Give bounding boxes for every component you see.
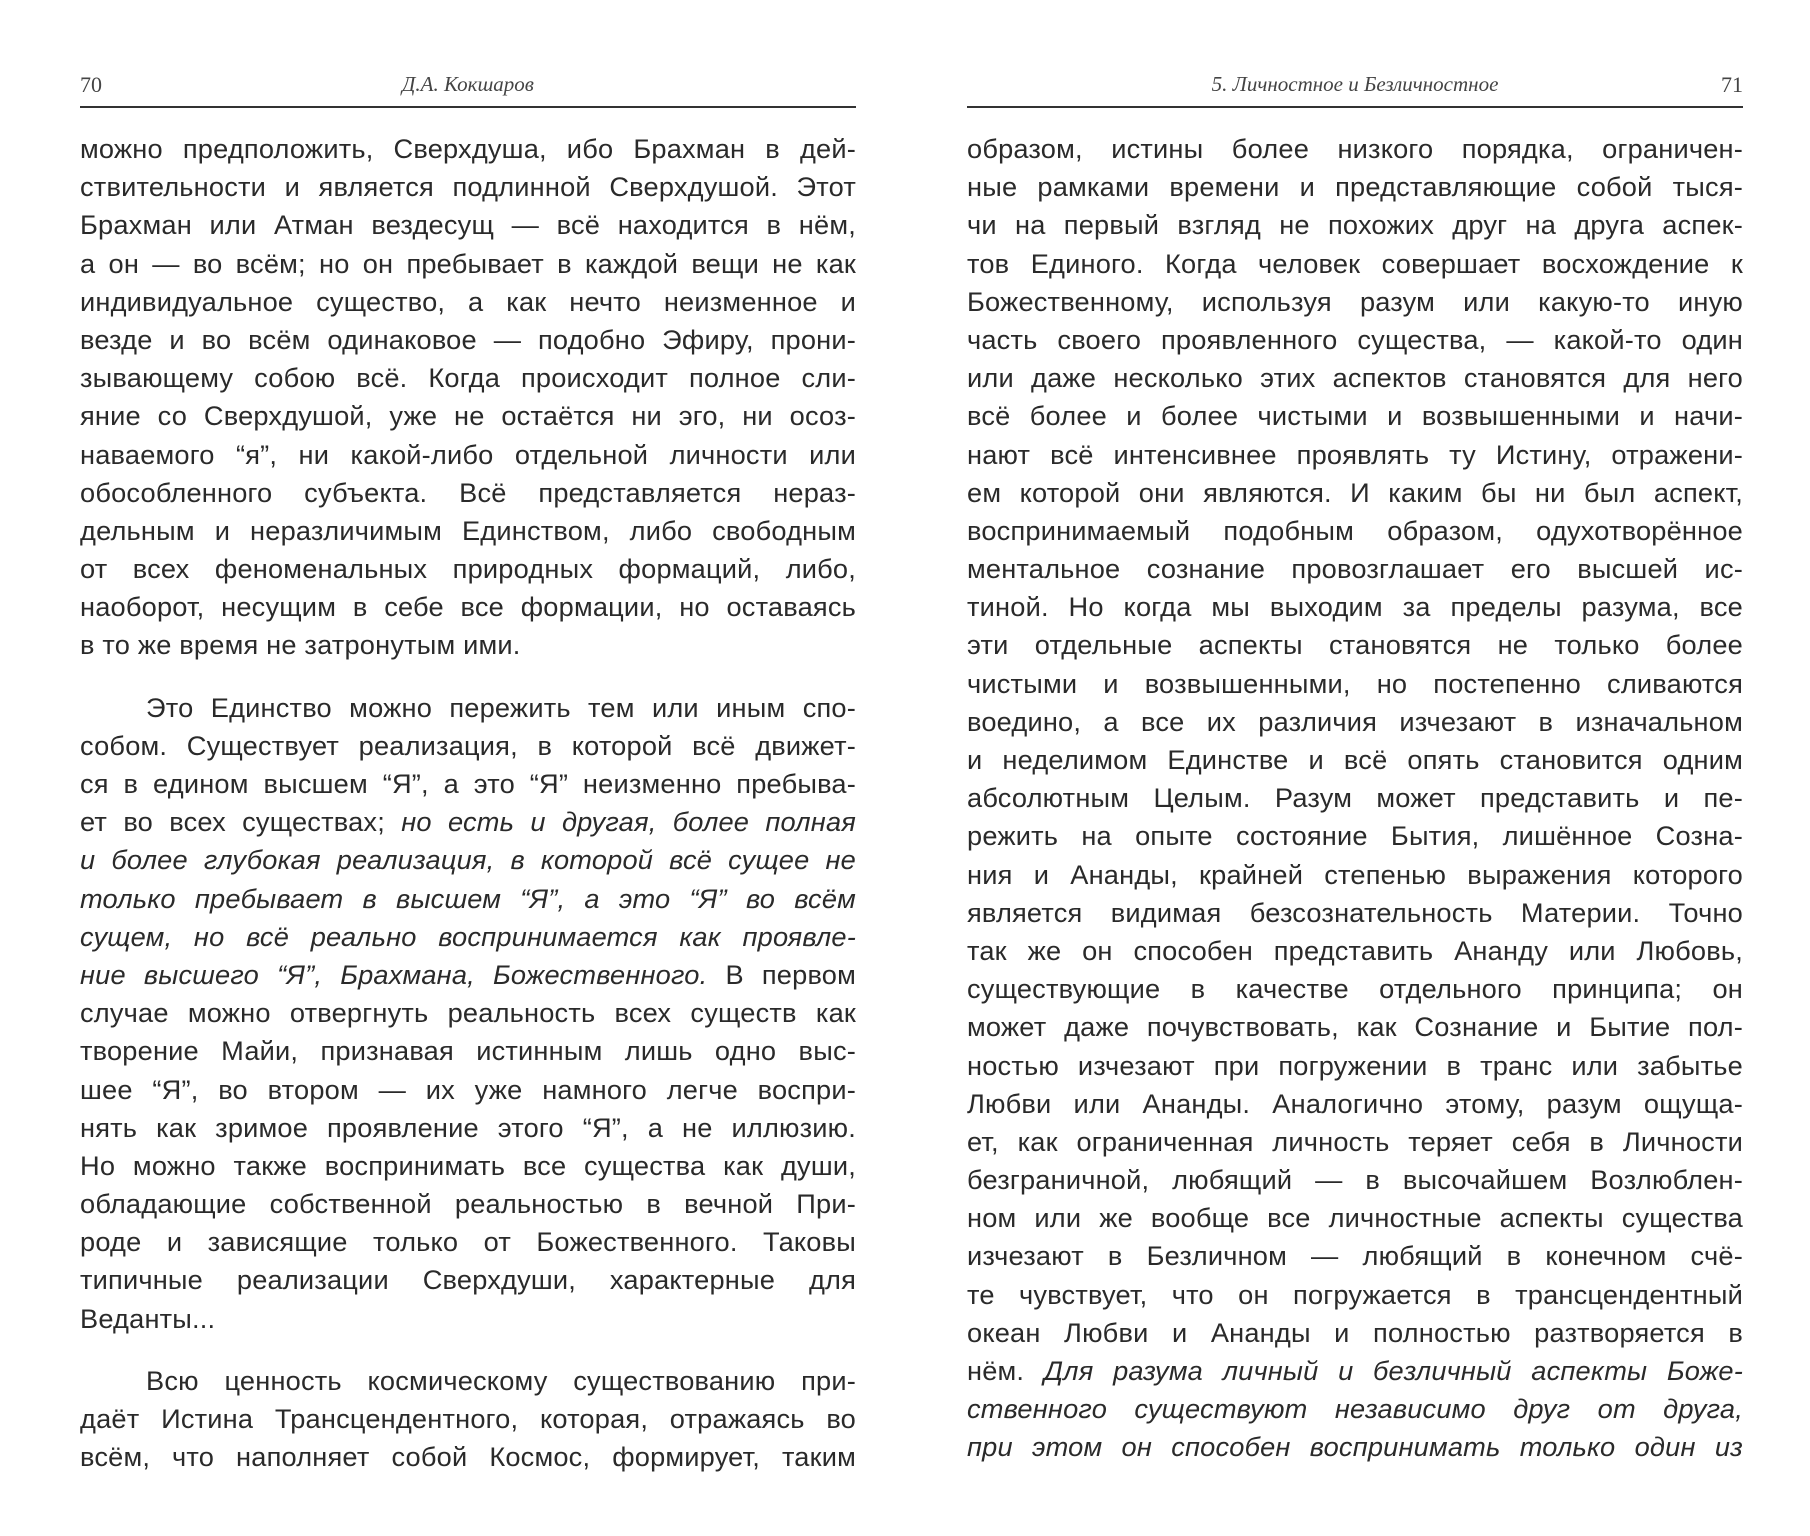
italic-segment: ственного существуют независимо друг от друга,	[967, 1393, 1743, 1425]
text-line: часть своего проявленного существа, — какой-то один	[967, 323, 1743, 355]
text-line: воспринимаемый подобным образом, одухотворённое	[967, 514, 1743, 546]
text-line	[967, 1390, 1743, 1428]
left-page-number: 70	[80, 72, 102, 97]
text-line: те чувствует, что он погружается в трансцендентный	[967, 1278, 1743, 1310]
text-line: ные рамками времени и представляющие собой тыся-	[967, 171, 1743, 203]
text-line: Брахман или Атман вездесущ — всё находится в нём,	[80, 209, 856, 241]
text-line: чи на первый взгляд не похожих друг на друга аспек-	[967, 209, 1743, 241]
right-running-head: 5. Личностное и Безличностное	[1211, 72, 1499, 96]
text-line: творение Майи, признавая истинным лишь одно выс-	[80, 1035, 856, 1067]
text-line: Веданты...	[80, 1302, 216, 1334]
text-line: тов Единого. Когда человек совершает восхождение к	[967, 247, 1743, 279]
text-line: ет, как ограниченная личность теряет себя в Личности	[967, 1125, 1743, 1157]
text-line: ментальное сознание провозглашает его высшей ис-	[967, 553, 1743, 585]
text-line: ся в едином высшем “Я”, а это “Я” неизменно пребыва-	[80, 768, 856, 799]
text-line: дельным и неразличимым Единством, либо свободным	[80, 514, 856, 546]
text-segment: нём.	[967, 1355, 1025, 1386]
italic-segment: и более глубокая реализация, в которой всё сущее не	[80, 844, 856, 876]
right-body-text	[967, 130, 1743, 1467]
text-line: индивидуальное существо, а как нечто неизменное и	[80, 285, 856, 317]
text-line: воедино, а все их различия изчезают в изначальном	[967, 705, 1743, 737]
text-line: Всю ценность космическому существованию при-	[146, 1364, 856, 1396]
text-line	[80, 880, 856, 918]
text-line: ствительности и является подлинной Сверхдушой. Этот	[80, 171, 856, 203]
text-line: является видимая безсознательность Материи. Точно	[967, 896, 1743, 928]
text-line: наваемого “я”, ни какой-либо отдельной личности или	[80, 438, 856, 470]
text-line: собом. Существует реализация, в которой всё движет-	[80, 729, 856, 761]
text-line: так же он способен представить Ананду или Любовь,	[967, 934, 1743, 966]
text-line: может даже почувствовать, как Сознание и Бытие пол-	[967, 1011, 1743, 1043]
text-line: безграничной, любящий — в высочайшем Возлюблен-	[967, 1164, 1743, 1196]
text-line-mixed	[80, 956, 856, 994]
text-line: случае можно отвергнуть реальность всех существ как	[80, 997, 856, 1029]
left-header	[80, 66, 856, 108]
right-page-number: 71	[1721, 72, 1743, 97]
text-line: ния и Ананды, крайней степенью выражения которого	[967, 858, 1743, 890]
italic-segment: при этом он способен воспринимать только один из	[967, 1431, 1743, 1463]
text-line: зывающему собою всё. Когда происходит полное сли-	[80, 362, 856, 394]
text-line: абсолютным Целым. Разум может представить и пе-	[967, 782, 1743, 814]
text-segment: В первом	[707, 958, 856, 990]
text-line: ностью изчезают при погружении в транс или забытье	[967, 1049, 1743, 1081]
text-line	[80, 841, 856, 879]
text-line	[80, 918, 856, 956]
text-line: тиной. Но когда мы выходим за пределы разума, все	[967, 591, 1743, 623]
text-line: Любви или Ананды. Аналогично этому, разум ощуща-	[967, 1087, 1743, 1119]
text-line: образом, истины более низкого порядка, ограничен-	[967, 133, 1743, 164]
text-line: роде и зависящие только от Божественного. Таковы	[80, 1226, 856, 1258]
text-line: всём, что наполняет собой Космос, формирует, таким	[80, 1441, 856, 1473]
text-line-mixed	[967, 1352, 1743, 1390]
right-header	[967, 66, 1743, 108]
text-line: Это Единство можно пережить тем или иным спо-	[146, 691, 856, 723]
text-line: везде и во всём одинаковое — подобно Эфиру, прони-	[80, 323, 856, 355]
left-page	[80, 0, 856, 1536]
left-running-head: Д.А. Кокшаров	[402, 72, 534, 96]
text-line: эти отдельные аспекты становятся не только более	[967, 629, 1743, 661]
italic-segment: ние высшего “Я”, Брахмана, Божественного.	[80, 958, 708, 990]
text-line: даёт Истина Трансцендентного, которая, отражаясь во	[80, 1403, 856, 1434]
text-line: ем которой они являются. И каким бы ни был аспект,	[967, 476, 1743, 508]
italic-segment: но есть и другая, более полная	[384, 806, 856, 838]
text-line: нять как зримое проявление этого “Я”, а не иллюзию.	[80, 1111, 856, 1143]
text-line: в то же время не затронутым ими.	[80, 629, 521, 661]
text-line: а он — во всём; но он пребывает в каждой вещи не как	[80, 247, 856, 279]
text-line: режить на опыте состояние Бытия, лишённое Созна-	[967, 820, 1743, 852]
text-line-mixed	[80, 803, 856, 841]
italic-segment: только пребывает в высшем “Я”, а это “Я” во всём	[80, 882, 856, 914]
left-body-text	[80, 130, 856, 1476]
text-line: яние со Сверхдушой, уже не остаётся ни эго, ни осоз-	[80, 400, 856, 432]
italic-segment: сущем, но всё реально воспринимается как проявле-	[80, 920, 856, 952]
text-line: обособленного субъекта. Всё представляется нераз-	[80, 476, 856, 508]
text-line: и неделимом Единстве и всё опять становится одним	[967, 744, 1743, 775]
text-segment: ет во всех существах;	[80, 806, 385, 838]
text-line: существующие в качестве отдельного принципа; он	[967, 973, 1743, 1005]
text-line: типичные реализации Сверхдуши, характерные для	[80, 1264, 856, 1296]
text-line	[967, 1428, 1743, 1466]
text-line: всё более и более чистыми и возвышенными и начи-	[967, 400, 1743, 432]
text-line: чистыми и возвышенными, но постепенно сливаются	[967, 667, 1743, 699]
text-line: шее “Я”, во втором — их уже намного легче воспри-	[80, 1073, 856, 1105]
text-line: изчезают в Безличном — любящий в конечном счё-	[967, 1240, 1743, 1272]
text-line: или даже несколько этих аспектов становятся для него	[967, 362, 1743, 394]
text-line: обладающие собственной реальностью в вечной При-	[80, 1188, 856, 1220]
text-line: Но можно также воспринимать все существа как души,	[80, 1149, 856, 1181]
text-line: наоборот, несущим в себе все формации, но оставаясь	[80, 591, 856, 623]
italic-segment: Для разума личный и безличный аспекты Боже-	[1024, 1355, 1743, 1386]
text-line: нают всё интенсивнее проявлять ту Истину, отражени-	[967, 438, 1743, 470]
text-line: ном или же вообще все личностные аспекты существа	[967, 1202, 1743, 1234]
text-line: океан Любви и Ананды и полностью разтворяется в	[967, 1316, 1743, 1348]
text-line: можно предположить, Сверхдуша, ибо Брахман в дей-	[80, 133, 856, 164]
text-line: Божественному, используя разум или какую-то иную	[967, 285, 1743, 317]
text-line: от всех феноменальных природных формаций, либо,	[80, 553, 856, 585]
right-page	[967, 0, 1743, 1536]
